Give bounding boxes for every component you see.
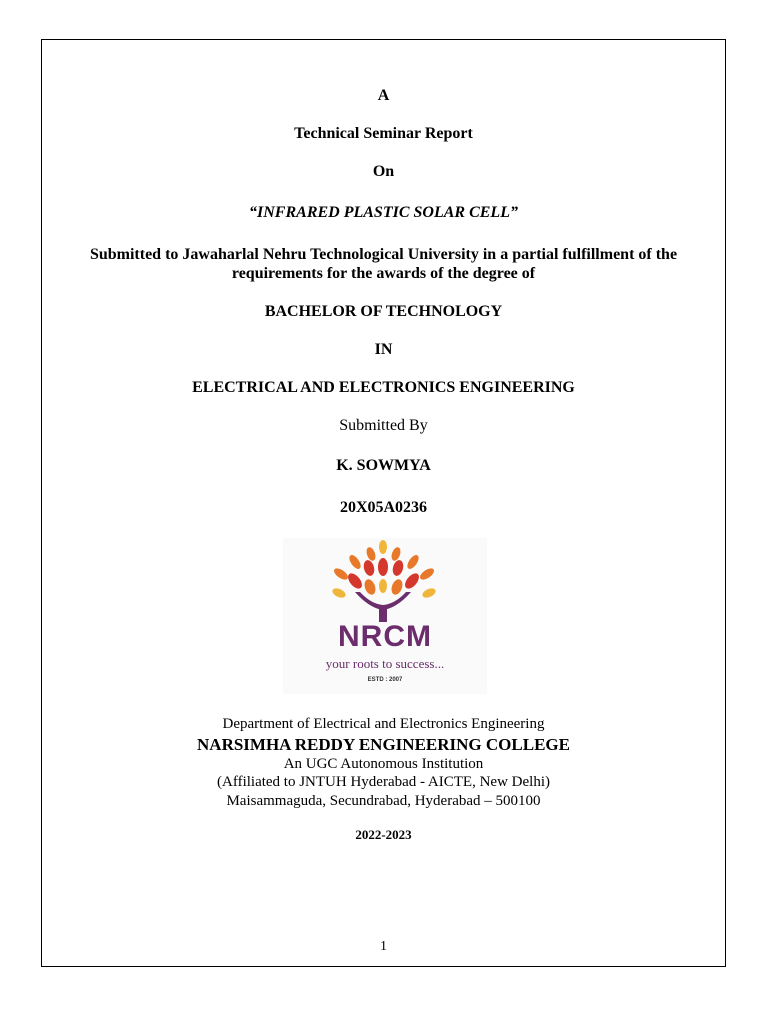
academic-year: 2022-2023: [355, 827, 412, 842]
branch: ELECTRICAL AND ELECTRONICS ENGINEERING: [192, 379, 575, 396]
in-label: IN: [374, 341, 393, 358]
department: Department of Electrical and Electronics Engineering: [222, 716, 545, 732]
submission-line-1: Submitted to Jawaharlal Nehru Technological University in a partial fulfillment of the: [89, 246, 678, 263]
address: Maisammaguda, Secundrabad, Hyderabad – 500100: [226, 793, 541, 809]
college-logo: [283, 538, 487, 694]
cover-a: A: [377, 87, 390, 104]
affiliation: (Affiliated to JNTUH Hyderabad - AICTE, New Delhi): [217, 774, 550, 790]
on-label: On: [372, 163, 395, 180]
degree: BACHELOR OF TECHNOLOGY: [264, 303, 503, 320]
institution-status: An UGC Autonomous Institution: [283, 756, 484, 772]
submitted-by-label: Submitted By: [339, 417, 428, 434]
report-title: “INFRARED PLASTIC SOLAR CELL”: [249, 204, 518, 221]
page-number: 1: [380, 939, 387, 954]
logo-established: ESTD : 2007: [367, 677, 403, 683]
roll-number: 20X05A0236: [339, 499, 428, 516]
logo-tagline: your roots to success...: [325, 656, 445, 671]
college-name: NARSIMHA REDDY ENGINEERING COLLEGE: [197, 735, 570, 754]
logo-text: NRCM: [338, 620, 432, 653]
student-name: K. SOWMYA: [336, 457, 431, 474]
report-type: Technical Seminar Report: [294, 125, 473, 142]
submission-line-2: requirements for the awards of the degree of: [231, 265, 536, 282]
